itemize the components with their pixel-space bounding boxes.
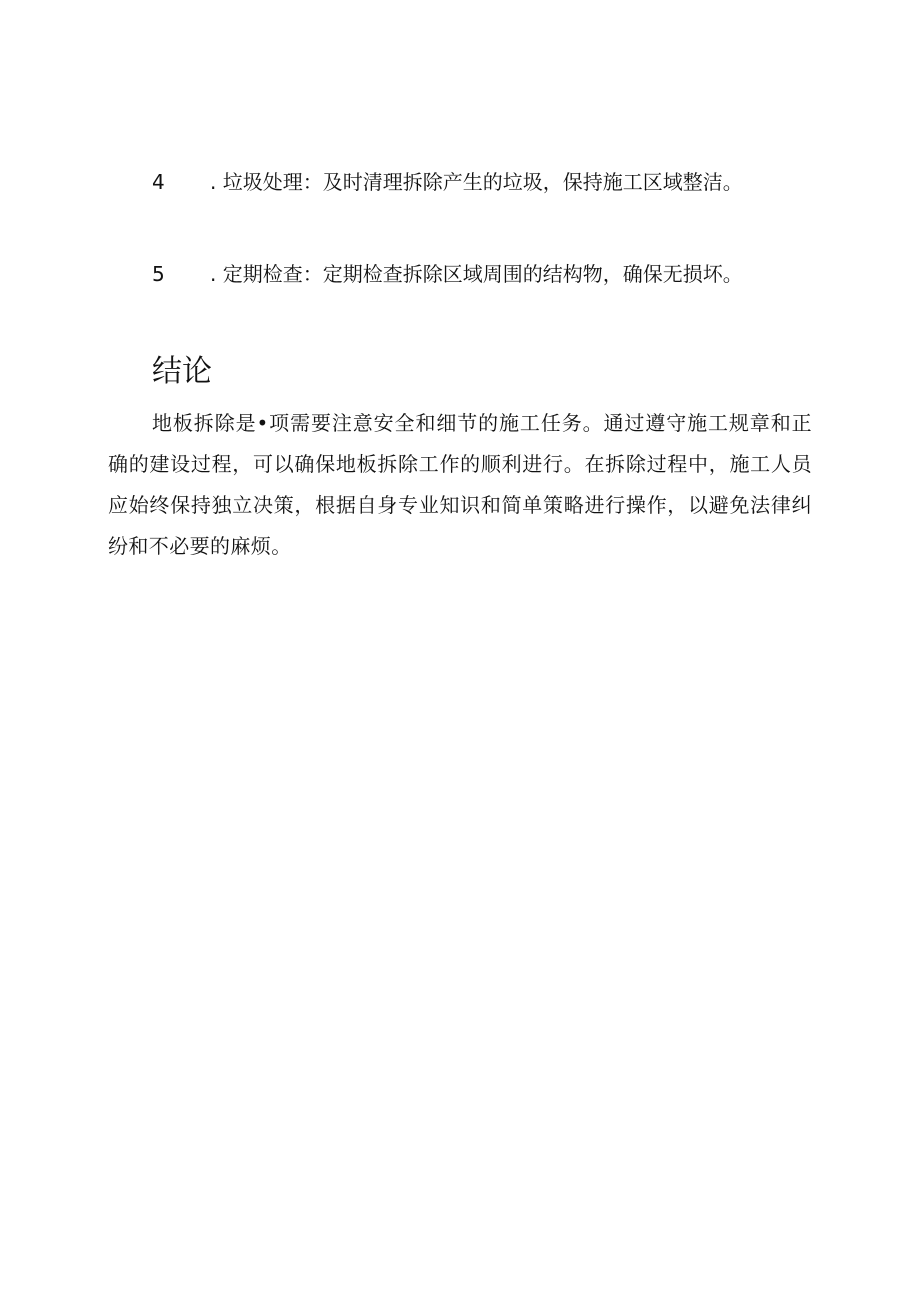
list-text: . 定期检查：定期检查拆除区域周围的结构物，确保无损坏。 <box>210 262 743 286</box>
list-item-4 <box>152 167 743 197</box>
conclusion-paragraph: 地板拆除是•项需要注意安全和细节的施工任务。通过遵守施工规章和正确的建设过程，可以确保地板拆除工作的顺利进行。在拆除过程中，施工人员应始终保持独立决策，根据自身专业知识和简单策略进行操作，以避免法律纠纷和不必要的麻烦。 <box>108 411 812 558</box>
list-number: 5 <box>152 262 165 286</box>
list-number: 4 <box>152 170 165 194</box>
list-text: . 垃圾处理：及时清理拆除产生的垃圾，保持施工区域整洁。 <box>210 170 743 194</box>
conclusion-heading: 结论 <box>152 354 212 389</box>
list-item-5 <box>152 259 743 289</box>
